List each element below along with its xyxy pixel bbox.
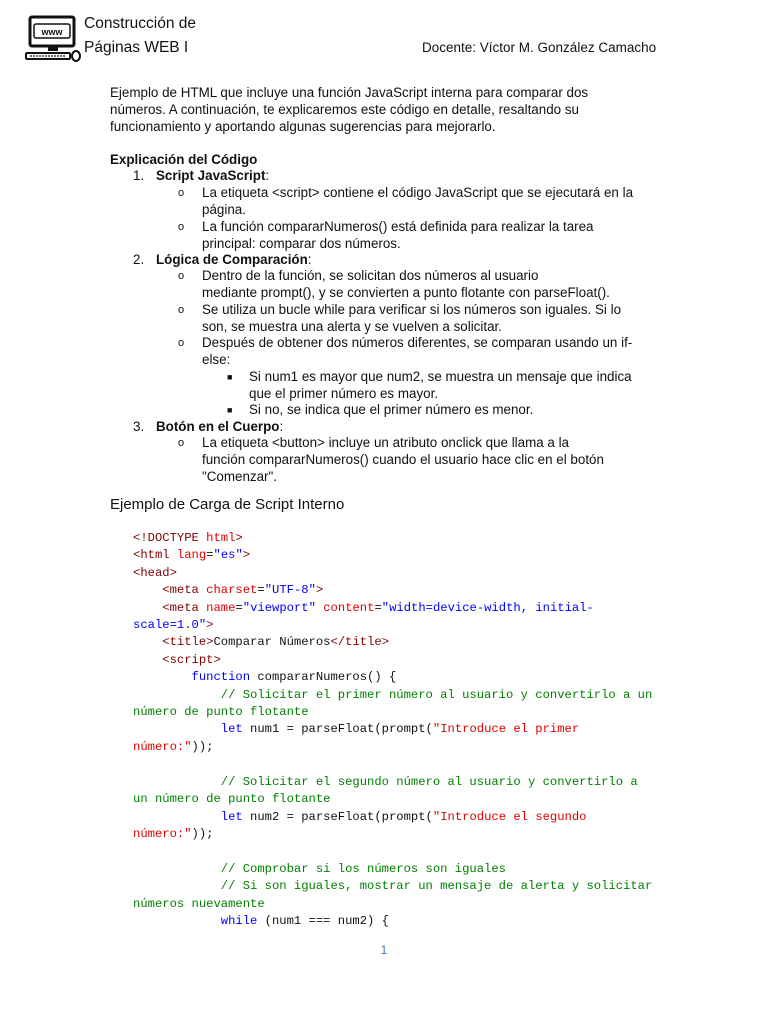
- sub-bullet-item: [227, 369, 669, 403]
- intro-paragraph: [110, 85, 670, 135]
- code-token: <html: [133, 548, 170, 563]
- bullet-item: [178, 185, 682, 219]
- bullet-line: La etiqueta <button> incluye un atributo onclick que llama a la: [202, 435, 570, 450]
- code-token: num2 = parseFloat(prompt(: [242, 809, 433, 824]
- bullet-line: Si no, se indica que el primer número es menor.: [249, 402, 534, 417]
- code-token: >: [235, 531, 243, 545]
- list-item-suffix: :: [265, 168, 270, 183]
- bullet-line: else:: [202, 351, 231, 367]
- bullet-marker-icon: o: [178, 221, 185, 233]
- sub-bullet-item: [227, 402, 669, 419]
- code-token: // Solicitar el primer número al usuario y convertirlo a un: [220, 687, 653, 702]
- code-token: ));: [191, 739, 214, 754]
- computer-www-logo-icon: [24, 14, 82, 66]
- list-item-title: Botón en el Cuerpo: [156, 419, 280, 434]
- section-heading: Ejemplo de Carga de Script Interno: [110, 496, 345, 513]
- bullet-line: Se utiliza un bucle while para verificar si los números son iguales. Si lo: [202, 302, 622, 317]
- code-token: let: [220, 722, 243, 737]
- code-token: <meta: [162, 583, 199, 598]
- intro-line: Ejemplo de HTML que incluye una función JavaScript interna para comparar dos: [110, 85, 589, 100]
- bullet-marker-icon: o: [178, 187, 185, 199]
- bullet-marker-icon: o: [178, 437, 185, 449]
- code-token: <head>: [133, 565, 177, 580]
- code-token: html: [206, 531, 236, 545]
- code-token: >: [315, 583, 324, 598]
- code-token: num1 = parseFloat(prompt(: [242, 722, 433, 737]
- code-token: name: [206, 600, 236, 615]
- code-token: >: [206, 618, 214, 633]
- code-token: compararNumeros() {: [250, 670, 397, 685]
- bullet-line: La función compararNumeros() está definida para realizar la tarea: [202, 219, 594, 234]
- code-token: while: [220, 913, 258, 928]
- code-token: >: [242, 548, 251, 563]
- code-token: ));: [191, 826, 214, 841]
- code-token: let: [220, 809, 243, 824]
- list-item-title: Lógica de Comparación: [156, 252, 308, 267]
- bullet-line: "Comenzar".: [202, 468, 277, 484]
- list-item-suffix: :: [279, 419, 284, 434]
- code-token: function: [191, 670, 251, 685]
- code-block: <!DOCTYPE html> <html lang="es"> <head> <meta charset="UTF-8"> <meta name="viewport" content="width=device-width, initial- scale=1.0"> <title>Comparar Números</title> <script> function compararNumeros() { // Solicitar el primer número al usuario y convertirlo a un número de punto flotante let num1 = parseFloat(prompt("Introduce el primer número:")); // Solicitar el segundo número al usuario y convertirlo a un número de punto flotante let num2 = parseFloat(prompt("Introduce el segundo número:")); // Comprobar si los números son iguales // Si son iguales, mostrar un mensaje de alerta y solicitar números nuevamente while (num1 === num2) {: [133, 531, 653, 928]
- bullet-line: Dentro de la función, se solicitan dos números al usuario: [202, 268, 539, 283]
- code-token: // Solicitar el segundo número al usuario y convertirlo a: [220, 774, 638, 789]
- code-token: "Introduce el primer: [432, 722, 580, 737]
- code-token: Comparar Números: [213, 635, 331, 650]
- bullet-line: La etiqueta <script> contiene el código JavaScript que se ejecutará en la: [202, 185, 634, 200]
- bullet-item: [178, 435, 682, 485]
- code-token: número de punto flotante: [133, 705, 309, 720]
- course-title-line1: Construcción de: [84, 15, 197, 32]
- list-item: [133, 168, 673, 185]
- code-token: un número de punto flotante: [133, 792, 331, 807]
- code-token: números nuevamente: [133, 896, 265, 911]
- code-token: número:": [133, 739, 192, 754]
- code-token: "width=device-width, initial-: [381, 600, 594, 615]
- code-token: </title>: [330, 635, 390, 650]
- bullet-line: Si num1 es mayor que num2, se muestra un mensaje que indica: [249, 369, 632, 384]
- square-bullet-icon: ■: [227, 405, 233, 415]
- teacher-name: Docente: Víctor M. González Camacho: [422, 40, 657, 55]
- bullet-item: [178, 219, 682, 253]
- bullet-line: son, se muestra una alerta y se vuelven a solicitar.: [202, 318, 502, 334]
- logo-text: www: [41, 27, 63, 37]
- list-item-number: 3.: [133, 419, 145, 434]
- list-item: [133, 252, 673, 269]
- bullet-line: principal: comparar dos números.: [202, 235, 401, 251]
- bullet-line: función compararNumeros() cuando el usuario hace clic en el botón: [202, 451, 604, 467]
- bullet-item: [178, 268, 682, 302]
- bullet-line: página.: [202, 201, 246, 217]
- code-token: charset: [206, 583, 258, 598]
- list-item-title: Script JavaScript: [156, 168, 266, 183]
- code-token: scale=1.0": [133, 618, 207, 633]
- intro-line: funcionamiento y aportando algunas sugerencias para mejorarlo.: [110, 118, 496, 134]
- course-title: [84, 12, 284, 60]
- square-bullet-icon: ■: [227, 372, 233, 382]
- code-token: "Introduce el segundo: [432, 809, 587, 824]
- course-title-line2: Páginas WEB I: [84, 39, 189, 56]
- bullet-item: [178, 302, 682, 336]
- bullet-item: [178, 335, 682, 369]
- bullet-marker-icon: o: [178, 304, 185, 316]
- code-token: "es": [213, 548, 243, 563]
- code-token: // Comprobar si los números son iguales: [220, 861, 506, 876]
- code-token: lang: [176, 548, 207, 563]
- list-item-number: 1.: [133, 168, 145, 183]
- code-token: (num1 === num2) {: [257, 913, 389, 928]
- code-token: "viewport": [242, 600, 316, 615]
- code-token: <meta: [162, 600, 199, 615]
- code-token: número:": [133, 826, 192, 841]
- code-token: // Si son iguales, mostrar un mensaje de alerta y solicitar: [220, 879, 653, 894]
- page-number: 1: [380, 943, 388, 957]
- explanation-heading: Explicación del Código: [110, 152, 258, 167]
- list-item: [133, 419, 673, 436]
- code-token: content: [323, 600, 375, 615]
- code-token: <!DOCTYPE: [133, 531, 199, 545]
- bullet-marker-icon: o: [178, 337, 185, 349]
- list-item-number: 2.: [133, 252, 145, 267]
- bullet-marker-icon: o: [178, 270, 185, 282]
- bullet-line: mediante prompt(), y se convierten a punto flotante con parseFloat().: [202, 284, 610, 300]
- code-token: "UTF-8": [264, 583, 316, 598]
- intro-line: números. A continuación, te explicaremos este código en detalle, resaltando su: [110, 101, 579, 117]
- code-token: <title>: [162, 635, 214, 650]
- code-token: <script>: [162, 652, 221, 667]
- list-item-suffix: :: [307, 252, 312, 267]
- bullet-line: que el primer número es mayor.: [249, 385, 439, 401]
- bullet-line: Después de obtener dos números diferentes, se comparan usando un if-: [202, 335, 633, 350]
